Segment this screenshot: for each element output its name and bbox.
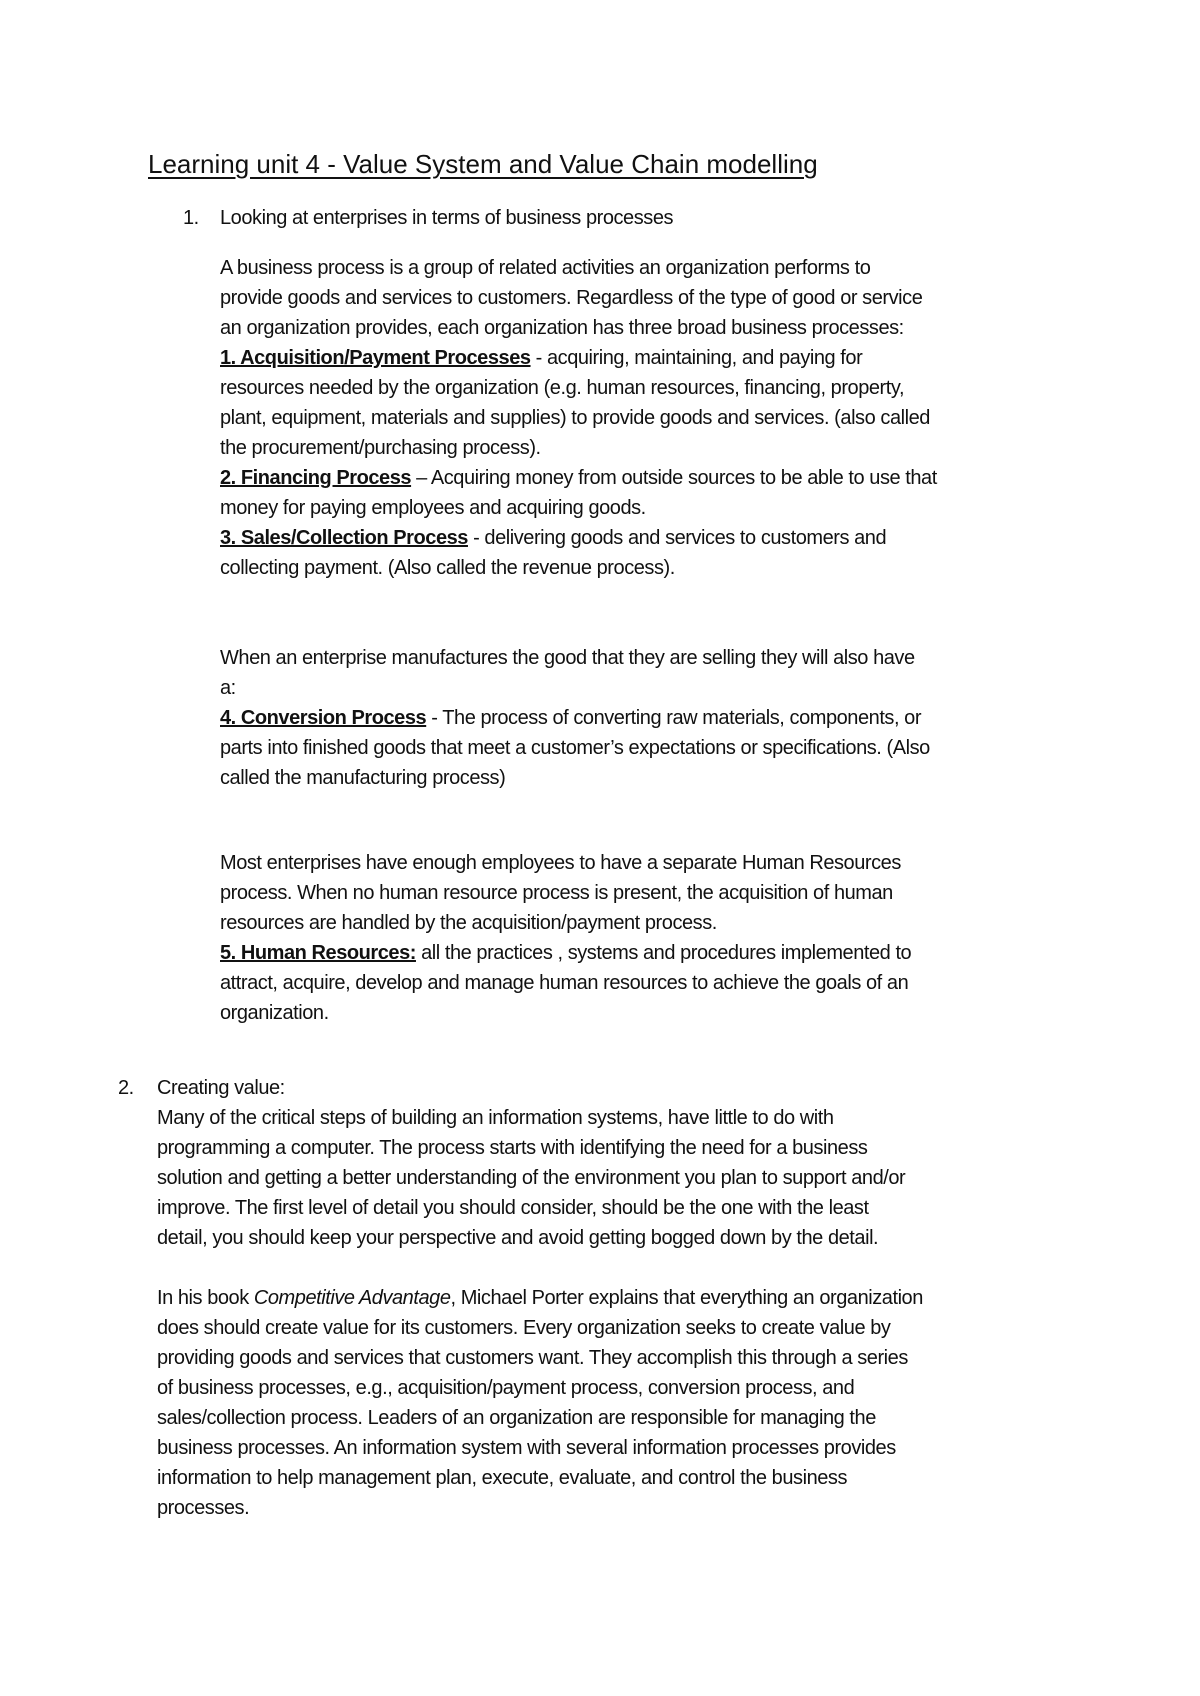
process-4-line: parts into finished goods that meet a customer’s expectations or specifications. (Also	[220, 737, 930, 759]
section-2-para-2-line: of business processes, e.g., acquisition/payment process, conversion process, and	[157, 1377, 855, 1399]
book-title: Competitive Advantage	[253, 1287, 451, 1309]
process-2-desc: – Acquiring money from outside sources to be able to use that	[411, 467, 937, 489]
process-4-line	[220, 703, 921, 733]
process-2-line: money for paying employees and acquiring goods.	[220, 497, 646, 519]
section-2-para-2-line: providing goods and services that customers want. They accomplish this through a series	[157, 1347, 908, 1369]
section-2-para-1-line: Many of the critical steps of building an information systems, have little to do with	[157, 1107, 834, 1129]
process-1-line	[220, 343, 862, 373]
manufacture-line: a:	[220, 677, 236, 699]
section-1-number: 1.	[183, 207, 199, 229]
section-2-para-1-line: improve. The first level of detail you should consider, should be the one with the least	[157, 1197, 869, 1219]
process-5-line: organization.	[220, 1002, 329, 1024]
section-2-para-2-line: sales/collection process. Leaders of an organization are responsible for managing the	[157, 1407, 876, 1429]
process-4-term: 4. Conversion Process	[220, 707, 427, 729]
section-2-para-2-line: does should create value for its customers. Every organization seeks to create value by	[157, 1317, 891, 1339]
intro-line: A business process is a group of related activities an organization performs to	[220, 257, 871, 279]
section-1-heading: Looking at enterprises in terms of business processes	[220, 207, 674, 229]
process-4-desc: - The process of converting raw materials, components, or	[426, 707, 922, 729]
process-1-line: resources needed by the organization (e.g. human resources, financing, property,	[220, 377, 905, 399]
section-2-para-2-line: processes.	[157, 1497, 250, 1519]
section-2-heading: Creating value:	[157, 1077, 285, 1099]
section-2-para-2-line: business processes. An information system with several information processes provides	[157, 1437, 896, 1459]
process-2-term: 2. Financing Process	[220, 467, 412, 489]
page-title: Learning unit 4 - Value System and Value Chain modelling	[148, 149, 818, 179]
process-4-line: called the manufacturing process)	[220, 767, 506, 789]
process-1-line: the procurement/purchasing process).	[220, 437, 541, 459]
section-2-para-2-line	[157, 1283, 923, 1313]
intro-line: an organization provides, each organization has three broad business processes:	[220, 317, 904, 339]
process-5-desc: all the practices , systems and procedures implemented to	[415, 942, 912, 964]
process-2-line	[220, 463, 937, 493]
section-2-para-2-line: information to help management plan, execute, evaluate, and control the business	[157, 1467, 848, 1489]
section-2-number: 2.	[118, 1077, 134, 1099]
para-2-prefix: In his book	[157, 1287, 254, 1309]
hr-intro-line: process. When no human resource process is present, the acquisition of human	[220, 882, 893, 904]
para-2-suffix: , Michael Porter explains that everything an organization	[450, 1287, 923, 1309]
process-3-term: 3. Sales/Collection Process	[220, 527, 468, 549]
section-2-para-1-line: detail, you should keep your perspective and avoid getting bogged down by the detail.	[157, 1227, 879, 1249]
section-2-para-1-line: programming a computer. The process starts with identifying the need for a business	[157, 1137, 868, 1159]
intro-line: provide goods and services to customers. Regardless of the type of good or service	[220, 287, 923, 309]
process-5-line	[220, 938, 911, 968]
hr-intro-line: Most enterprises have enough employees to have a separate Human Resources	[220, 852, 901, 874]
process-5-term: 5. Human Resources:	[220, 942, 416, 964]
process-5-line: attract, acquire, develop and manage human resources to achieve the goals of an	[220, 972, 909, 994]
process-1-line: plant, equipment, materials and supplies) to provide goods and services. (also called	[220, 407, 930, 429]
process-3-line: collecting payment. (Also called the revenue process).	[220, 557, 675, 579]
section-2-para-1-line: solution and getting a better understanding of the environment you plan to support and/or	[157, 1167, 906, 1189]
process-3-desc: - delivering goods and services to customers and	[467, 527, 887, 549]
manufacture-line: When an enterprise manufactures the good that they are selling they will also have	[220, 647, 915, 669]
process-3-line	[220, 523, 886, 553]
process-1-term: 1. Acquisition/Payment Processes	[220, 347, 531, 369]
hr-intro-line: resources are handled by the acquisition/payment process.	[220, 912, 717, 934]
process-1-desc: - acquiring, maintaining, and paying for	[530, 347, 863, 369]
